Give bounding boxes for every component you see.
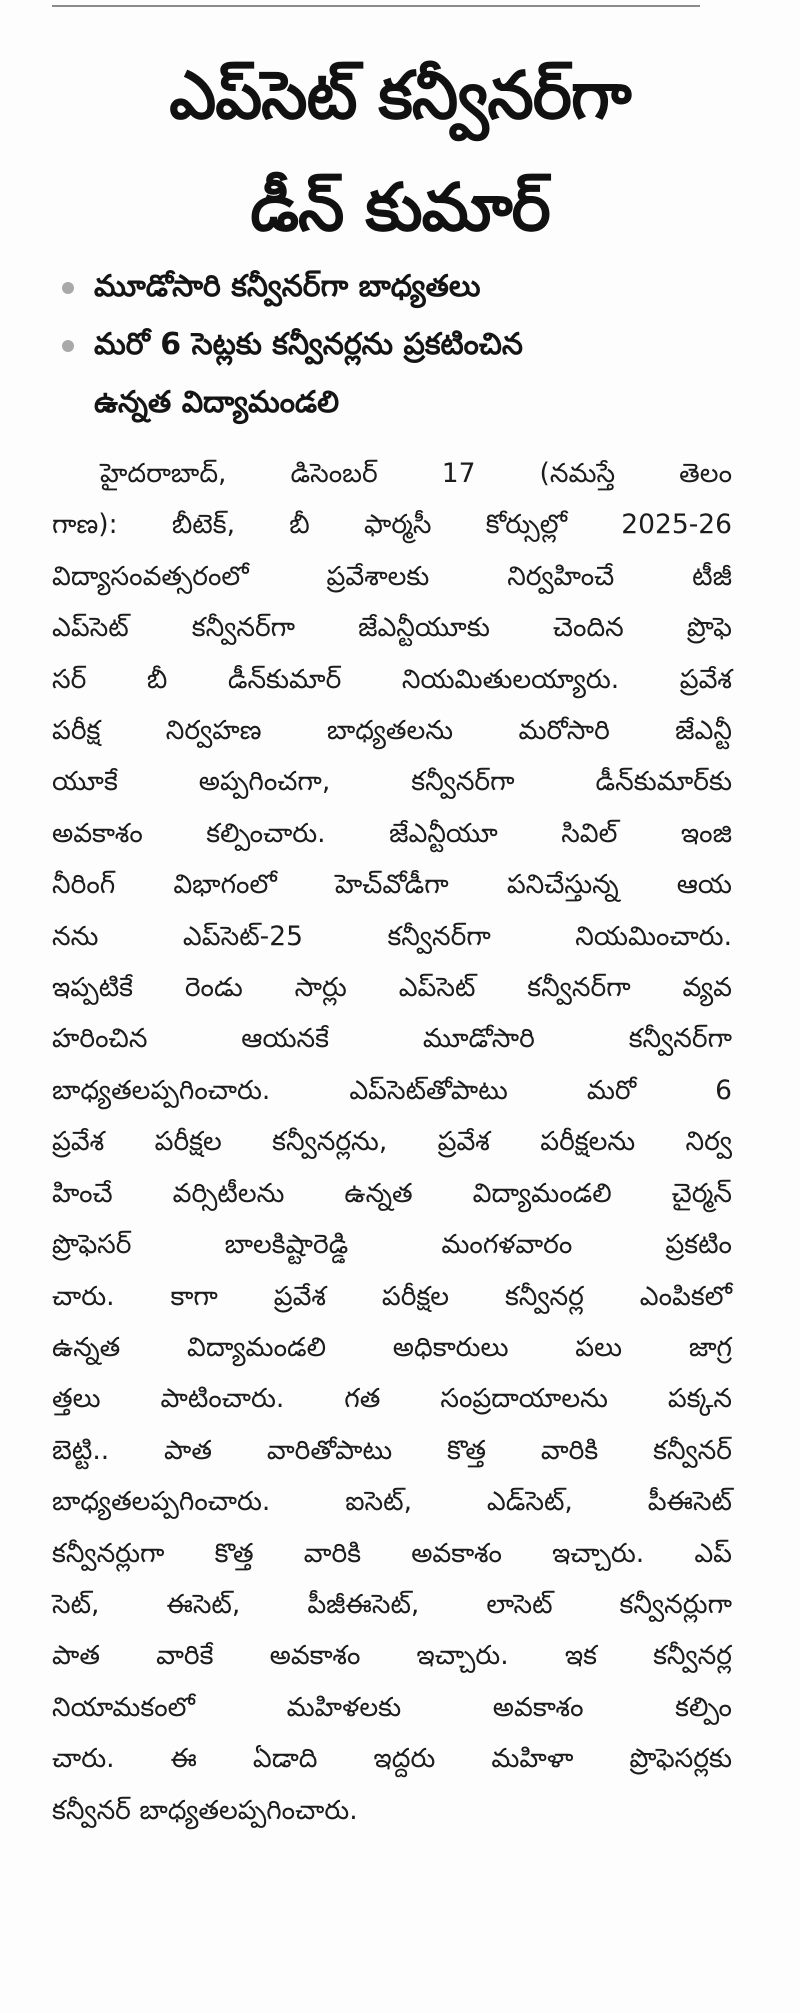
body-line: విద్యాసంవత్సరంలో ప్రవేశాలకు నిర్వహించే టీజీ xyxy=(52,560,732,592)
body-line: బాధ్యతలప్పగించారు. ఎప్‌సెట్‌తోపాటు మరో 6 xyxy=(52,1074,732,1106)
bullet-text: మరో 6 సెట్లకు కన్వీనర్లను ప్రకటించిన xyxy=(94,327,523,362)
bullet-item xyxy=(54,316,734,374)
body-line: హరించిన ఆయనకే మూడోసారి కన్వీనర్‌గా xyxy=(52,1023,732,1055)
bullet-text-continuation: ఉన్నత విద్యామండలి xyxy=(94,385,340,420)
body-line: ఇప్పటికే రెండు సార్లు ఎప్‌సెట్‌ కన్వీనర్‌గా వ్యవ xyxy=(52,972,732,1004)
body-line: హించే వర్సిటీలను ఉన్నత విద్యామండలి చైర్మన్‌ xyxy=(52,1177,732,1209)
body-line: బాధ్యతలప్పగించారు. ఐసెట్‌, ఎడ్‌సెట్‌, పీఈసెట్‌ xyxy=(52,1486,732,1518)
body-line: గాణ): బీటెక్‌, బీ ఫార్మసీ కోర్సుల్లో 2025-26 xyxy=(52,509,732,541)
bullet-dot-icon xyxy=(62,340,74,352)
headline xyxy=(40,40,760,264)
body-line: చారు. ఈ ఏడాది ఇద్దరు మహిళా ప్రొఫెసర్లకు xyxy=(52,1743,732,1775)
body-line: చారు. కాగా ప్రవేశ పరీక్షల కన్వీనర్ల ఎంపికలో xyxy=(52,1280,732,1312)
headline-line-2: డీన్‌ కుమార్‌ xyxy=(250,169,550,246)
subheadline-bullets xyxy=(54,258,734,432)
body-line: సర్‌ బీ డీన్‌కుమార్‌ నియమితులయ్యారు. ప్రవేశ xyxy=(52,663,732,695)
top-divider xyxy=(52,5,700,7)
body-line: ప్రవేశ పరీక్షల కన్వీనర్లను, ప్రవేశ పరీక్షలను నిర్వ xyxy=(52,1126,732,1158)
body-line: ఉన్నత విద్యామండలి అధికారులు పలు జాగ్ర xyxy=(52,1331,732,1363)
body-line: పాత వారికే అవకాశం ఇచ్చారు. ఇక కన్వీనర్ల xyxy=(52,1640,732,1672)
body-line: కన్వీనర్‌ బాధ్యతలప్పగించారు. xyxy=(52,1794,358,1826)
body-line: హైదరాబాద్‌, డిసెంబర్‌ 17 (నమస్తే తెలం xyxy=(100,458,732,489)
body-line: నీరింగ్‌ విభాగంలో హెచ్‌వోడీగా పనిచేస్తున్న ఆయ xyxy=(52,869,732,901)
body-line: అవకాశం కల్పించారు. జేఎన్టీయూ సివిల్‌ ఇంజి xyxy=(52,817,732,849)
body-line: త్తలు పాటించారు. గత సంప్రదాయాలను పక్కన xyxy=(52,1383,732,1415)
body-line: సెట్‌, ఈసెట్‌, పీజీఈసెట్‌, లాసెట్‌ కన్వీనర్లుగా xyxy=(52,1588,732,1620)
bullet-text: మూడోసారి కన్వీనర్‌గా బాధ్యతలు xyxy=(94,269,481,304)
body-line: యూకే అప్పగించగా, కన్వీనర్‌గా డీన్‌కుమార్‌కు xyxy=(52,766,732,798)
bullet-dot-icon xyxy=(62,282,74,294)
body-line: నియామకంలో మహిళలకు అవకాశం కల్పిం xyxy=(52,1691,732,1723)
body-line: ఎప్‌సెట్‌ కన్వీనర్‌గా జేఎన్టీయూకు చెందిన ప్రొఫె xyxy=(52,612,732,644)
body-line: పరీక్ష నిర్వహణ బాధ్యతలను మరోసారి జేఎన్టీ xyxy=(52,715,732,747)
body-line: కన్వీనర్లుగా కొత్త వారికి అవకాశం ఇచ్చారు. ఎప్‌ xyxy=(52,1537,732,1569)
body-line: ప్రొఫెసర్‌ బాలకిష్టారెడ్డి మంగళవారం ప్రకటిం xyxy=(52,1229,732,1261)
headline-line-1: ఎప్‌సెట్‌ కన్వీనర్‌గా xyxy=(169,57,631,134)
article-body xyxy=(52,448,732,1836)
body-line: నను ఎప్‌సెట్‌-25 కన్వీనర్‌గా నియమించారు. xyxy=(52,920,732,952)
bullet-item xyxy=(54,258,734,316)
body-line: బెట్టి.. పాత వారితోపాటు కొత్త వారికి కన్వీనర్‌ xyxy=(52,1434,732,1466)
